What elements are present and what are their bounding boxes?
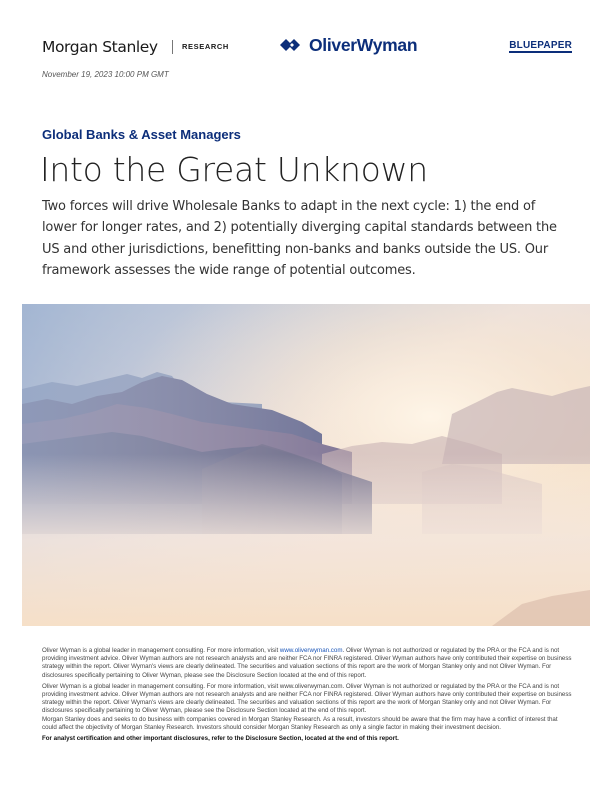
hero-image xyxy=(22,304,590,626)
logo-divider xyxy=(172,40,173,54)
oliver-wyman-mark-icon xyxy=(280,38,304,52)
disclaimer-paragraph xyxy=(42,647,572,680)
disclaimer-text: Oliver Wyman is a global leader in management consulting. For more information, visit xyxy=(42,647,280,654)
publication-date: November 19, 2023 10:00 PM GMT xyxy=(42,70,169,79)
bluepaper-label: BLUEPAPER xyxy=(509,40,572,51)
disclaimer-paragraph: Oliver Wyman is a global leader in management consulting. For more information, visit www.oliverwyman.com. Oliver Wyman is not authorized or regulated by the PRA or the FCA and is not providing investment advice. Oliver Wyman authors are not research analysts and are neither FCA nor FINRA registered. Oliver Wyman authors have only contributed their expertise on business strategy within the report. Oliver Wyman's views are clearly delineated. The securities and valuation sections of this report are the work of Morgan Stanley only and not Oliver Wyman. For disclosures specifically pertaining to Oliver Wyman, please see the Disclosure Section located at the end of this report. xyxy=(42,682,572,715)
conflict-disclaimer: Morgan Stanley does and seeks to do business with companies covered in Morgan Stanley Research. As a result, investors should be aware that the firm may have a conflict of interest that could affect the objectivity of Morgan Stanley Research. Investors should consider Morgan Stanley Research as only a single factor in making their investment decision. xyxy=(42,715,558,731)
report-title: Into the Great Unknown xyxy=(40,150,428,189)
oliver-wyman-wordmark: OliverWyman xyxy=(309,35,418,55)
report-summary: Two forces will drive Wholesale Banks to adapt in the next cycle: 1) the end of lower for longer rates, and 2) potentially diverging capital standards between the US and other jurisdictions, benefitting non-banks and banks outside the US. Our framework assesses the wide range of potential outcomes. xyxy=(42,199,557,278)
analyst-certification-note: For analyst certification and other important disclosures, refer to the Disclosure Section, located at the end of this report. xyxy=(42,735,399,743)
disclaimer-section xyxy=(42,647,572,746)
oliver-wyman-link[interactable]: www.oliverwyman.com xyxy=(279,647,343,654)
research-label: RESEARCH xyxy=(182,42,229,51)
morgan-stanley-logo: Morgan Stanley xyxy=(42,38,158,56)
report-category: Global Banks & Asset Managers xyxy=(42,127,241,142)
disclaimer-text: . Oliver Wyman is not authorized or regulated by the PRA or the FCA and is not providing investment advice. Oliver Wyman authors are not research analysts and are neither FCA nor FINRA registered. Oliver Wyman authors have only contributed their expertise on business strategy within the report. Oliver Wyman's views are clearly delineated. The securities and valuation sections of this report are the work of Morgan Stanley only and not Oliver Wyman. For disclosures specifically pertaining to Oliver Wyman, please see the Disclosure Section located at the end of this report. xyxy=(42,647,572,679)
misty-mountains-illustration xyxy=(22,304,590,626)
page-header xyxy=(42,36,572,60)
